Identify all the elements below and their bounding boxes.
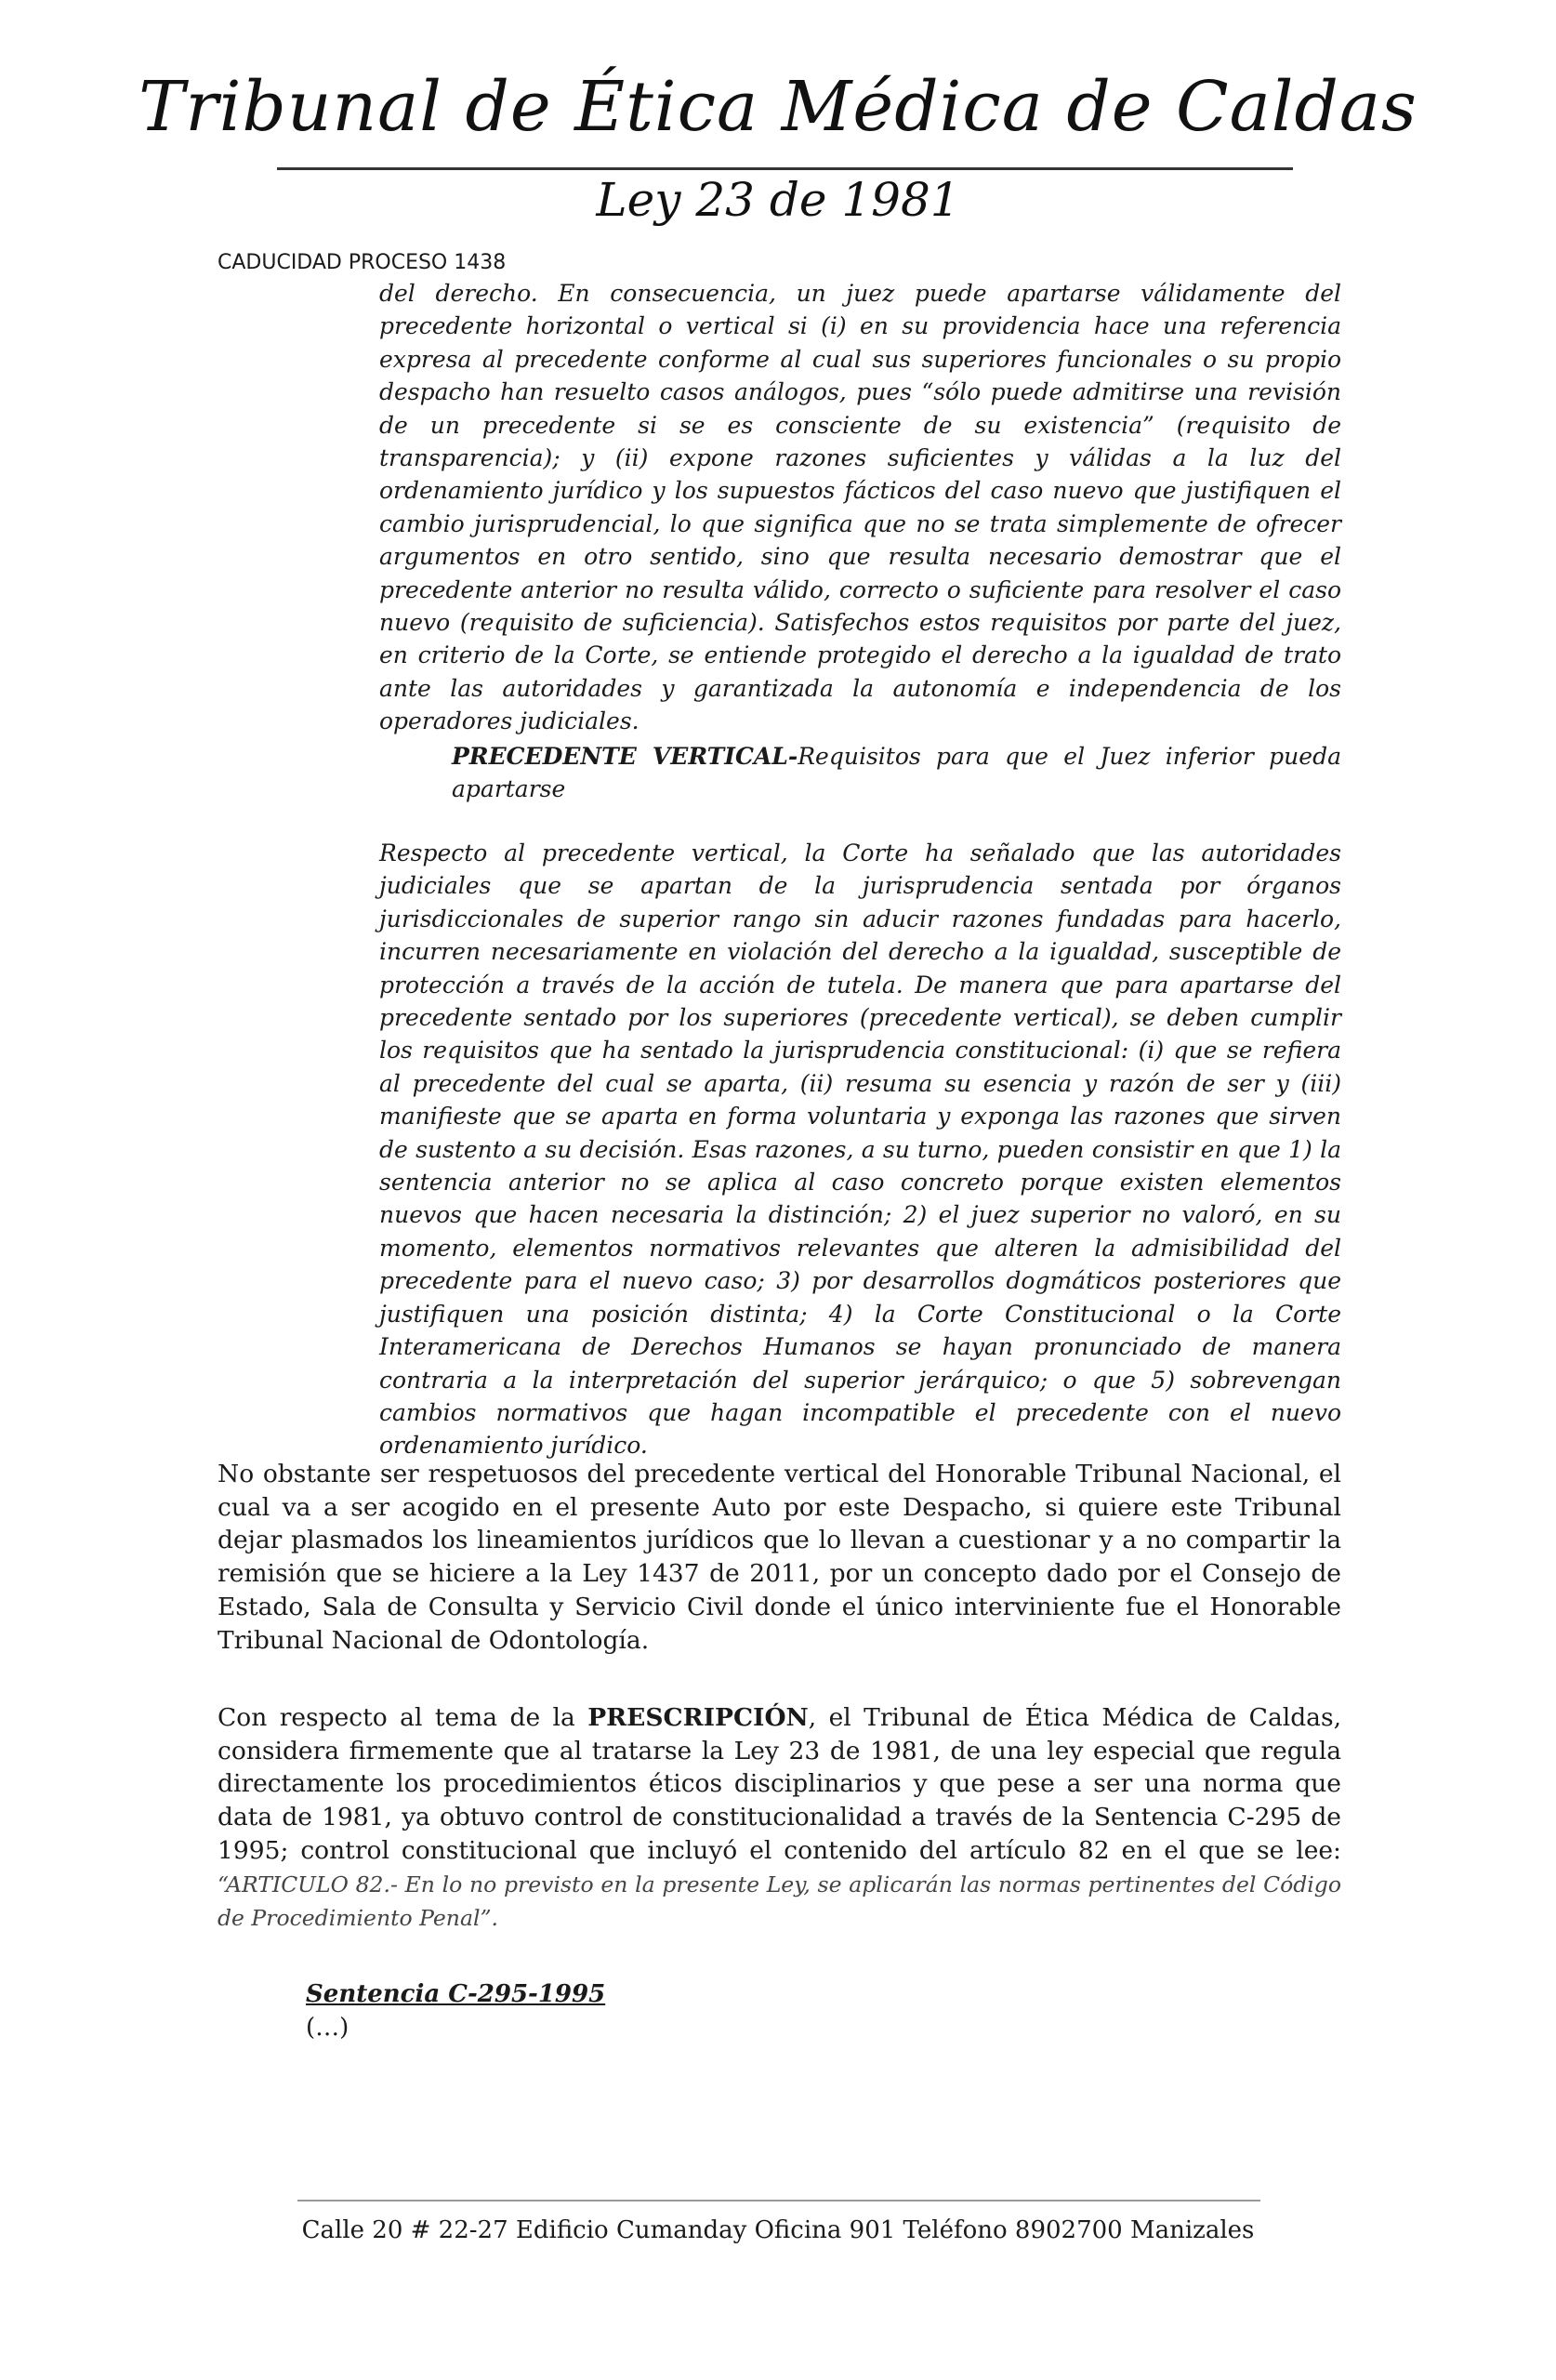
para2-body: , el Tribunal de Ética Médica de Caldas, considera firmemente que al tratarse la Ley 23 de 1981, de una ley especial que regula directamente los procedimientos éticos disciplinarios y que pese a ser una norma que data de 1981, ya obtuvo control de constitucionalidad a través de la Sentencia C-295 de 1995; control constitucional que incluyó el contenido del artículo 82 en el que se lee:	[218, 1703, 1342, 1865]
letterhead-law: Ley 23 de 1981	[596, 173, 960, 227]
footer-address: Calle 20 # 22-27 Edificio Cumanday Oficina 901 Teléfono 8902700 Manizales	[301, 2216, 1255, 2244]
section-heading-rest: Requisitos para que el Juez inferior pueda apartarse	[452, 743, 1341, 803]
letterhead-rule	[277, 167, 1293, 170]
letterhead-title: Tribunal de Ética Médica de Caldas	[138, 67, 1418, 147]
reference-ellipsis: (…)	[306, 2014, 349, 2042]
letterhead	[0, 65, 1556, 149]
section-heading-bold: PRECEDENTE VERTICAL-	[452, 743, 798, 770]
para2-article-quote: “ARTICULO 82.- En lo no previsto en la presente Ley, se aplicarán las normas pertinentes del Código de Procedimiento Penal”.	[218, 1871, 1341, 1932]
reference-title: Sentencia C-295-1995	[306, 1980, 606, 2008]
body-paragraph-1: No obstante ser respetuosos del precedente vertical del Honorable Tribunal Nacional, el cual va a ser acogido en el presente Auto por este Despacho, si quiere este Tribunal dejar plasmados los lineamientos jurídicos que lo llevan a cuestionar y a no compartir la remisión que se hiciere a la Ley 1437 de 2011, por un concepto dado por el Consejo de Estado, Sala de Consulta y Servicio Civil donde el único interviniente fue el Honorable Tribunal Nacional de Odontología.	[218, 1460, 1341, 1655]
quote-paragraph-1: del derecho. En consecuencia, un juez puede apartarse válidamente del precedente horizontal o vertical si (i) en su providencia hace una referencia expresa al precedente conforme al cual sus superiores funcionales o su propio despacho han resuelto casos análogos, pues “sólo puede admitirse una revisión de un precedente si se es consciente de su existencia” (requisito de transparencia); y (ii) expone razones suficientes y válidas a la luz del ordenamiento jurídico y los supuestos fácticos del caso nuevo que justifiquen el cambio jurisprudencial, lo que significa que no se trata simplemente de ofrecer argumentos en otro sentido, sino que resulta necesario demostrar que el precedente anterior no resulta válido, correcto o suficiente para resolver el caso nuevo (requisito de suficiencia). Satisfechos estos requisitos por parte del juez, en criterio de la Corte, se entiende protegido el derecho a la igualdad de trato ante las autoridades y garantizada la autonomía e independencia de los operadores judiciales.	[379, 280, 1341, 735]
body-paragraph-2	[218, 1701, 1341, 1936]
para2-bold-term: PRESCRIPCIÓN	[587, 1703, 809, 1732]
quote-paragraph-2: Respecto al precedente vertical, la Corte ha señalado que las autoridades judiciales que se apartan de la jurisprudencia sentada por órganos jurisdiccionales de superior rango sin aducir razones fundadas para hacerlo, incurren necesariamente en violación del derecho a la igualdad, susceptible de protección a través de la acción de tutela. De manera que para apartarse del precedente sentado por los superiores (precedente vertical), se deben cumplir los requisitos que ha sentado la jurisprudencia constitucional: (i) que se refiera al precedente del cual se aparta, (ii) resuma su esencia y razón de ser y (iii) manifieste que se aparta en forma voluntaria y exponga las razones que sirven de sustento a su decisión. Esas razones, a su turno, pueden consistir en que 1) la sentencia anterior no se aplica al caso concreto porque existen elementos nuevos que hacen necesaria la distinción; 2) el juez superior no valoró, en su momento, elementos normativos relevantes que alteren la admisibilidad del precedente para el nuevo caso; 3) por desarrollos dogmáticos posteriores que justifiquen una posición distinta; 4) la Corte Constitucional o la Corte Interamericana de Derechos Humanos se hayan pronunciado de manera contraria a la interpretación del superior jerárquico; o que 5) sobrevengan cambios normativos que hagan incompatible el precedente con el nuevo ordenamiento jurídico.	[379, 840, 1341, 1460]
footer-rule	[297, 2200, 1260, 2202]
section-heading	[452, 740, 1341, 806]
case-reference: CADUCIDAD PROCESO 1438	[218, 251, 507, 274]
para2-lead: Con respecto al tema de la	[218, 1703, 588, 1732]
reference-block	[306, 1977, 864, 2044]
